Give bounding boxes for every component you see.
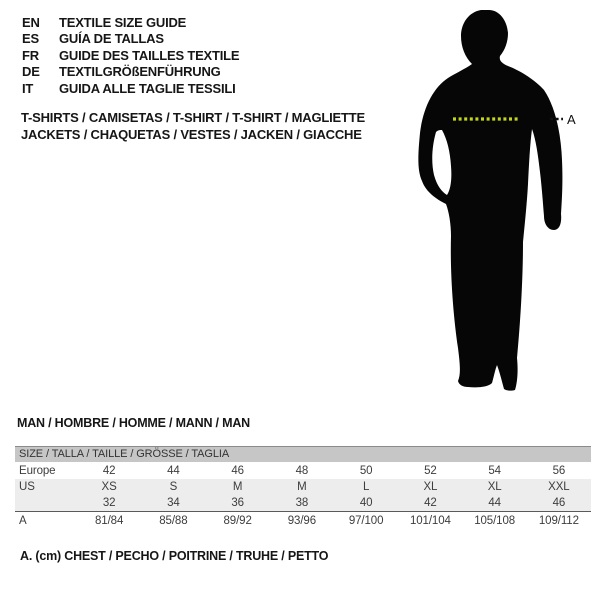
language-code: FR (22, 47, 39, 63)
size-cell: 81/84 (94, 515, 124, 527)
language-label: GUÍA DE TALLAS (59, 31, 164, 47)
row-label: US (19, 481, 35, 493)
man-silhouette-figure (410, 2, 592, 398)
size-cell: 97/100 (348, 515, 384, 527)
garment-categories (21, 109, 365, 143)
size-cell: L (362, 481, 370, 493)
language-label: GUIDA ALLE TAGLIE TESSILI (59, 80, 236, 96)
size-cell: XS (101, 481, 117, 493)
size-cell: 109/112 (538, 515, 579, 527)
size-cell: 34 (167, 497, 180, 509)
size-cell: 44 (167, 464, 180, 477)
size-cell: 89/92 (223, 515, 252, 527)
size-cell: XXL (548, 481, 570, 493)
size-cell: 40 (359, 497, 373, 509)
section-title-man: MAN / HOMBRE / HOMME / MANN / MAN (17, 416, 250, 430)
language-row (22, 80, 239, 97)
size-table-row-us-numeric (15, 495, 591, 511)
language-label: GUIDE DES TAILLES TEXTILE (59, 47, 240, 63)
category-line-tshirts: T-SHIRTS / CAMISETAS / T-SHIRT / T-SHIRT / MAGLIETTE (21, 110, 365, 125)
language-list (22, 14, 239, 97)
size-cell: 56 (552, 464, 566, 477)
size-cell: 48 (295, 464, 309, 477)
size-cell: S (169, 481, 178, 493)
size-cell: 52 (424, 464, 437, 477)
size-cell: XL (423, 481, 438, 493)
size-cell: XL (487, 481, 502, 493)
size-cell: 85/88 (159, 515, 188, 527)
size-cell: 42 (424, 497, 437, 509)
size-cell: 44 (488, 497, 501, 509)
language-code: ES (22, 31, 39, 47)
size-cell: 54 (488, 464, 501, 477)
size-table-row-europe (15, 462, 591, 479)
size-cell: 101/104 (409, 515, 451, 527)
size-cell: 93/96 (287, 515, 317, 527)
language-label: TEXTILE SIZE GUIDE (59, 14, 187, 30)
size-cell: 36 (231, 497, 244, 509)
language-code: EN (22, 14, 40, 30)
row-label: Europe (19, 464, 56, 477)
category-line-jackets: JACKETS / CHAQUETAS / VESTES / JACKEN / GIACCHE (21, 127, 362, 142)
size-cell: M (297, 481, 307, 493)
size-cell: 32 (102, 497, 116, 509)
language-row (22, 14, 239, 31)
size-cell: 42 (102, 464, 116, 477)
measure-label-a: A (567, 112, 576, 127)
language-label: TEXTILGRÖßENFÜHRUNG (59, 64, 221, 80)
size-table-header: SIZE / TALLA / TAILLE / GRÖSSE / TAGLIA (15, 446, 591, 462)
man-silhouette (418, 10, 562, 391)
language-code: IT (22, 80, 34, 96)
size-cell: 50 (359, 464, 373, 477)
row-label: A (19, 515, 27, 527)
size-cell: M (232, 481, 243, 493)
size-cell: 46 (552, 497, 566, 509)
language-row (22, 47, 239, 64)
size-cell: 38 (295, 497, 309, 509)
size-cell: 105/108 (474, 515, 516, 527)
size-cell: 46 (231, 464, 244, 477)
language-code: DE (22, 64, 40, 80)
size-table-row-us (15, 479, 591, 495)
size-table-row-chest-cm (15, 511, 591, 530)
measurement-footnote: A. (cm) CHEST / PECHO / POITRINE / TRUHE / PETTO (20, 549, 329, 563)
size-table (15, 446, 591, 530)
language-row (22, 64, 239, 81)
language-row (22, 31, 239, 48)
